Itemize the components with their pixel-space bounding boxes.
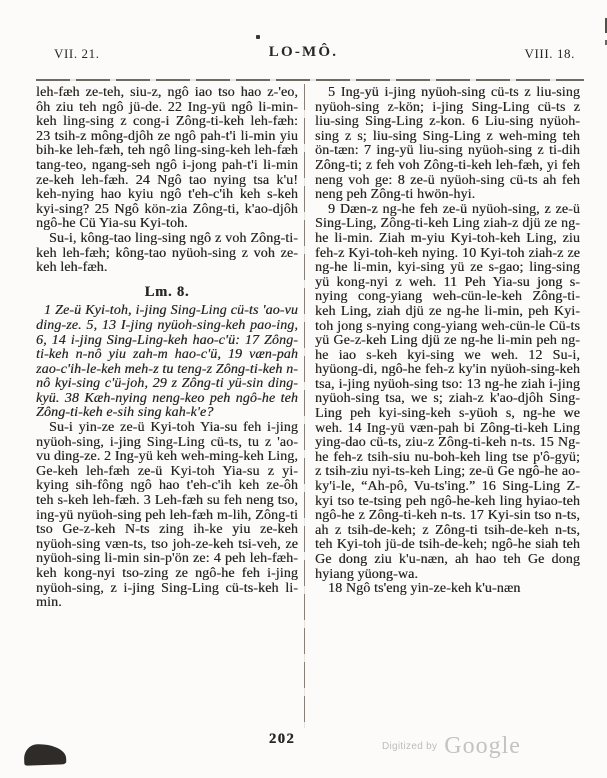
header-verse-ref-right: VIII. 18. [524,46,575,61]
left-column [36,86,298,611]
paragraph-verses-9-17: 9 Dæn-z ng-he feh ze-ü nyüoh-sing, z ze-ü Sing-Ling, Zông-ti-keh Ling ziah-z djü ze ng-he li-min. Ziah m-yiu Kyi-toh-keh Ling, ziu feh-z Kyi-toh-keh nying. 10 Kyi-toh ziah-z ze ng-he li-min, kyi-sing yü ze s-gao; ling-sing yü kong-nyi z weh. 11 Peh Yia-su jong s-nying cong-yiang weh-cün-le-keh Zông-ti-keh Ling, ziah djü ze ng-he li-min, peh Kyi-toh jong s-nying cong-yiang weh-cün-le Cü-ts yü Ge-z-keh Ling djü ze ng-he li-min peh ng-he iao s-keh kyi-sing we weh. 12 Su-i, hyüong-di, ngô-he feh-z ky'in nyüoh-sing-keh tsa, i-jing nyüoh-sing tso: 13 ng-he ziah i-jing nyüoh-sing tsa, we s; ziah-z k'ao-djôh Sing-Ling peh kyi-sing-keh s-yüoh s, ng-he we weh. 14 Ing-yü væn-pah bi Zông-ti-keh Ling ying-dao cü-ts, ziu-z Zông-ti-keh n-ts. 15 Ng-he feh-z tsih-siu nu-boh-keh ling tse p'ô-gyü; z tsih-ziu nyi-ts-keh Ling; ze-ü Ge ngô-he ao-ky'i-le, “Ah-pô, Vu-ts'ing.” 16 Sing-Ling Z-kyi tso te-tsing peh ngô-he-keh ling hyiao-teh ngô-he z Zông-ti-keh n-ts. 17 Kyi-sin tso n-ts, ah z tsih-de-keh; z Zông-ti tsih-de-keh n-ts, teh Kyi-toh jü-de tsih-de-keh; ngô-he siah teh Ge dong ziu k'u-næn, ah hao teh Ge dong hyiang yüong-wa. [315,201,580,582]
google-logo-text: Google [444,733,521,759]
column-divider-rule [304,84,305,728]
header-verse-ref-left: VII. 21. [54,46,100,61]
scan-artifact-blob [24,743,67,765]
watermark-prefix-text: Digitized by [382,740,438,752]
paragraph-conclusion-ch7: Su-i, kông-tao ling-sing ngô z voh Zông-ti-keh leh-fæh; kông-tao nyüoh-sing z voh ze-keh leh-fæh. [36,230,298,276]
paragraph-verses-5-8: 5 Ing-yü i-jing nyüoh-sing cü-ts z liu-sing nyüoh-sing z-kön; i-jing Sing-Ling cü-ts z liu-sing Sing-Ling z-kon. 6 Liu-sing nyüoh-sing z s; liu-sing Sing-Ling z weh-ming teh ön-tæn: 7 ing-yü liu-sing nyüoh-sing z ti-dih Zông-ti; z feh voh Zông-ti-keh leh-fæh, yi feh neng voh ge: 8 ze-ü nyüoh-sing cü-ts ah feh neng peh Zông-ti hwön-hyi. [315,85,580,203]
chapter-heading: Lm. 8. [144,283,190,300]
paragraph-verses-21-25: leh-fæh ze-teh, siu-z, ngô iao tso hao z-'eo, ôh ziu teh ngô jü-de. 22 Ing-yü ngô li-min-keh ling-sing z cong-i Zông-ti-keh leh-fæh: 23 tsih-z mông-djôh ze ngô pah-t'i li-min yiu bih-ke leh-fæh, teh ngô ling-sing-keh leh-fæh tang-teo, ngang-seh ngô i-jong pah-t'i li-min ze-keh leh-fæh. 24 Ngô tao nying tsa k'u! keh-nying hao kyiu ngô t'eh-c'ih keh s-keh kyi-sing? 25 Ngô kön-zia Zông-ti, k'ao-djôh ngô-he Cü Yia-su Kyi-toh. [36,85,298,232]
right-column [315,86,580,597]
page-title: LO-MÔ. [268,44,339,60]
scan-artifact-speck [256,35,260,39]
header-rule [36,79,584,81]
google-digitization-watermark [382,734,521,758]
chapter-summary: 1 Ze-ü Kyi-toh, i-jing Sing-Ling cü-ts 'ao-vu ding-ze. 5, 13 I-jing nyüoh-sing-keh pao-ing, 6, 14 i-jing Sing-Ling-keh hao-c'ü: 17 Zông-ti-keh n-nô yiu zah-m hao-c'ü, 19 væn-pah zao-c'ih-le-keh meh-z tu teng-z Zông-ti-keh n-nô kyi-sing c'ü-joh, 29 z Zông-ti yü-sin ding-kyü. 38 Kæh-nying neng-keo peh ngô-he teh Zông-ti-keh e-sih sing kah-k'e? [36,303,298,421]
paragraph-verse-18: 18 Ngô ts'eng yin-ze-keh k'u-næn [328,581,521,597]
paragraph-verses-1-4: Su-i yin-ze ze-ü Kyi-toh Yia-su feh i-jing nyüoh-sing, i-jing Sing-Ling cü-ts, tu z 'ao-vu ding-ze. 2 Ing-yü keh weh-ming-keh Ling, Ge-keh leh-fæh ze-ü Kyi-toh Yia-su z yi-kying sih-fông ngô hao t'eh-c'ih keh ze-ôh teh s-keh leh-fæh. 3 Leh-fæh su feh neng tso, ing-yü nyüoh-sing peh leh-fæh m-lih, Zông-ti tso Ge-z-keh N-ts zing ih-ke yiu ze-keh nyüoh-sing væn-ts, tso joh-ze-keh tsi-veh, ze nyüoh-sing li-min sin-p'ön ze: 4 peh leh-fæh-keh kong-nyi tso-zing ze ngô-he feh i-jing nyüoh-sing, z i-jing Sing-Ling cü-ts-keh li-min. [36,420,298,611]
page-number: 202 [268,731,296,747]
